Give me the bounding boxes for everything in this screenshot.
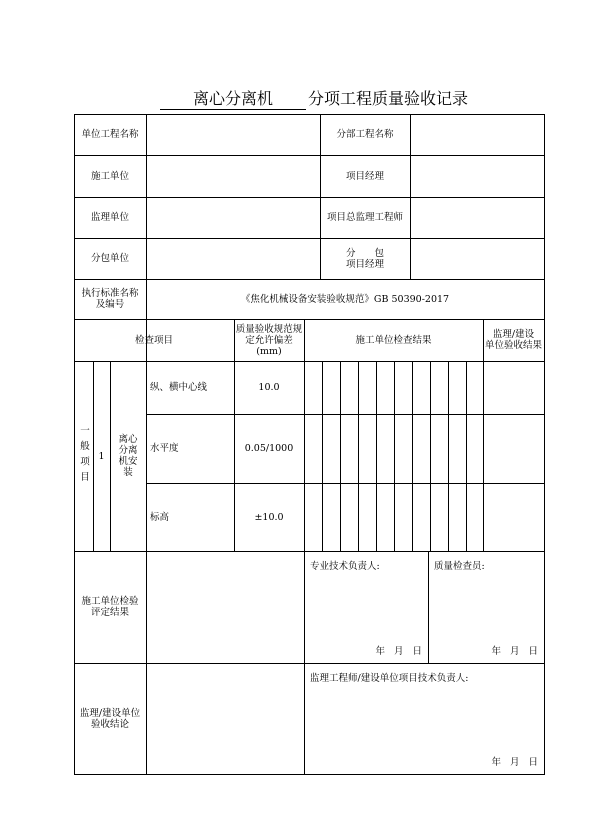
acceptance-result-header-line2: 单位验收结果	[484, 340, 542, 351]
chief-supervisor-value[interactable]	[410, 197, 544, 238]
evaluation-result-area[interactable]	[146, 551, 304, 663]
supervision-unit-label: 监理单位	[90, 212, 129, 223]
evaluation-label-line1: 施工单位检验	[81, 596, 139, 607]
evaluation-label-line2: 评定结果	[90, 607, 129, 618]
unit-project-value[interactable]	[146, 114, 320, 155]
tech-lead-date: 年 月 日	[375, 646, 422, 657]
conclusion-label-line2: 验收结论	[90, 718, 129, 730]
project-name-field: 离心分离机	[160, 89, 306, 110]
subcontract-manager-label-line2: 项目经理	[345, 258, 384, 270]
grid-line	[394, 361, 395, 551]
grid-line	[376, 361, 377, 551]
grid-line	[358, 361, 359, 551]
project-manager-value[interactable]	[410, 155, 544, 197]
check-item-header: 检查项目	[134, 334, 173, 346]
standard-label-line2: 及编号	[95, 299, 125, 310]
sub-project-value[interactable]	[410, 114, 544, 155]
check-row-tolerance: 0.05/1000	[244, 443, 294, 454]
subcontract-unit-value[interactable]	[146, 238, 320, 279]
general-items-category	[74, 361, 93, 551]
conclusion-area[interactable]	[146, 663, 304, 774]
item-name: 离心分离机安装	[118, 434, 138, 478]
construction-unit-label: 施工单位	[90, 170, 129, 182]
grid-line	[430, 361, 431, 551]
grid-line	[544, 114, 545, 775]
grid-line	[340, 361, 341, 551]
spec-header-line2: 定允许偏差	[245, 334, 293, 346]
grid-line	[322, 361, 323, 551]
acceptance-result-header	[483, 319, 544, 361]
evaluation-label	[74, 551, 146, 663]
spec-header-line1: 质量验收规范规	[235, 323, 303, 335]
tech-lead-label: 专业技术负责人:	[310, 561, 380, 572]
spec-header-line3: (mm)	[256, 345, 282, 357]
conclusion-label	[74, 663, 146, 774]
subcontract-manager-value[interactable]	[410, 238, 544, 279]
chief-supervisor-label: 项目总监理工程师	[326, 212, 403, 223]
check-row-item: 水平度	[150, 443, 179, 454]
subcontract-unit-label: 分包单位	[90, 253, 129, 264]
grid-line	[74, 774, 545, 775]
general-items-category-text: 一般项目	[78, 425, 89, 487]
conclusion-label-line1: 监理/建设单位	[79, 707, 141, 719]
signer-label: 监理工程师/建设单位项目技术负责人:	[310, 673, 469, 684]
standard-label	[74, 279, 146, 319]
standard-value: 《焦化机械设备安装验收规范》GB 50390-2017	[240, 293, 450, 305]
construction-unit-value[interactable]	[146, 155, 320, 197]
acceptance-result-header-line1: 监理/建设	[492, 329, 535, 340]
grid-line	[412, 361, 413, 551]
check-row-item: 纵、横中心线	[150, 382, 208, 393]
supervision-unit-value[interactable]	[146, 197, 320, 238]
inspector-date: 年 月 日	[491, 646, 538, 657]
spec-header	[234, 319, 304, 361]
subcontract-manager-label-line1: 分 包	[345, 247, 384, 259]
grid-line	[466, 361, 467, 551]
grid-line	[448, 361, 449, 551]
sub-project-label: 分部工程名称	[336, 129, 394, 140]
project-manager-label: 项目经理	[345, 170, 384, 182]
inspection-result-header: 施工单位检查结果	[355, 334, 432, 346]
signer-date: 年 月 日	[491, 757, 538, 768]
subcontract-manager-label	[320, 238, 410, 279]
check-row-item: 标高	[150, 511, 170, 523]
standard-label-line1: 执行标准名称	[81, 288, 139, 299]
inspector-label: 质量检查员:	[434, 561, 485, 572]
check-row-tolerance: ±10.0	[254, 511, 284, 523]
unit-project-label: 单位工程名称	[81, 129, 139, 140]
check-row-tolerance: 10.0	[258, 382, 280, 393]
form-title-suffix: 分项工程质量验收记录	[308, 89, 469, 108]
item-number: 1	[98, 450, 105, 462]
